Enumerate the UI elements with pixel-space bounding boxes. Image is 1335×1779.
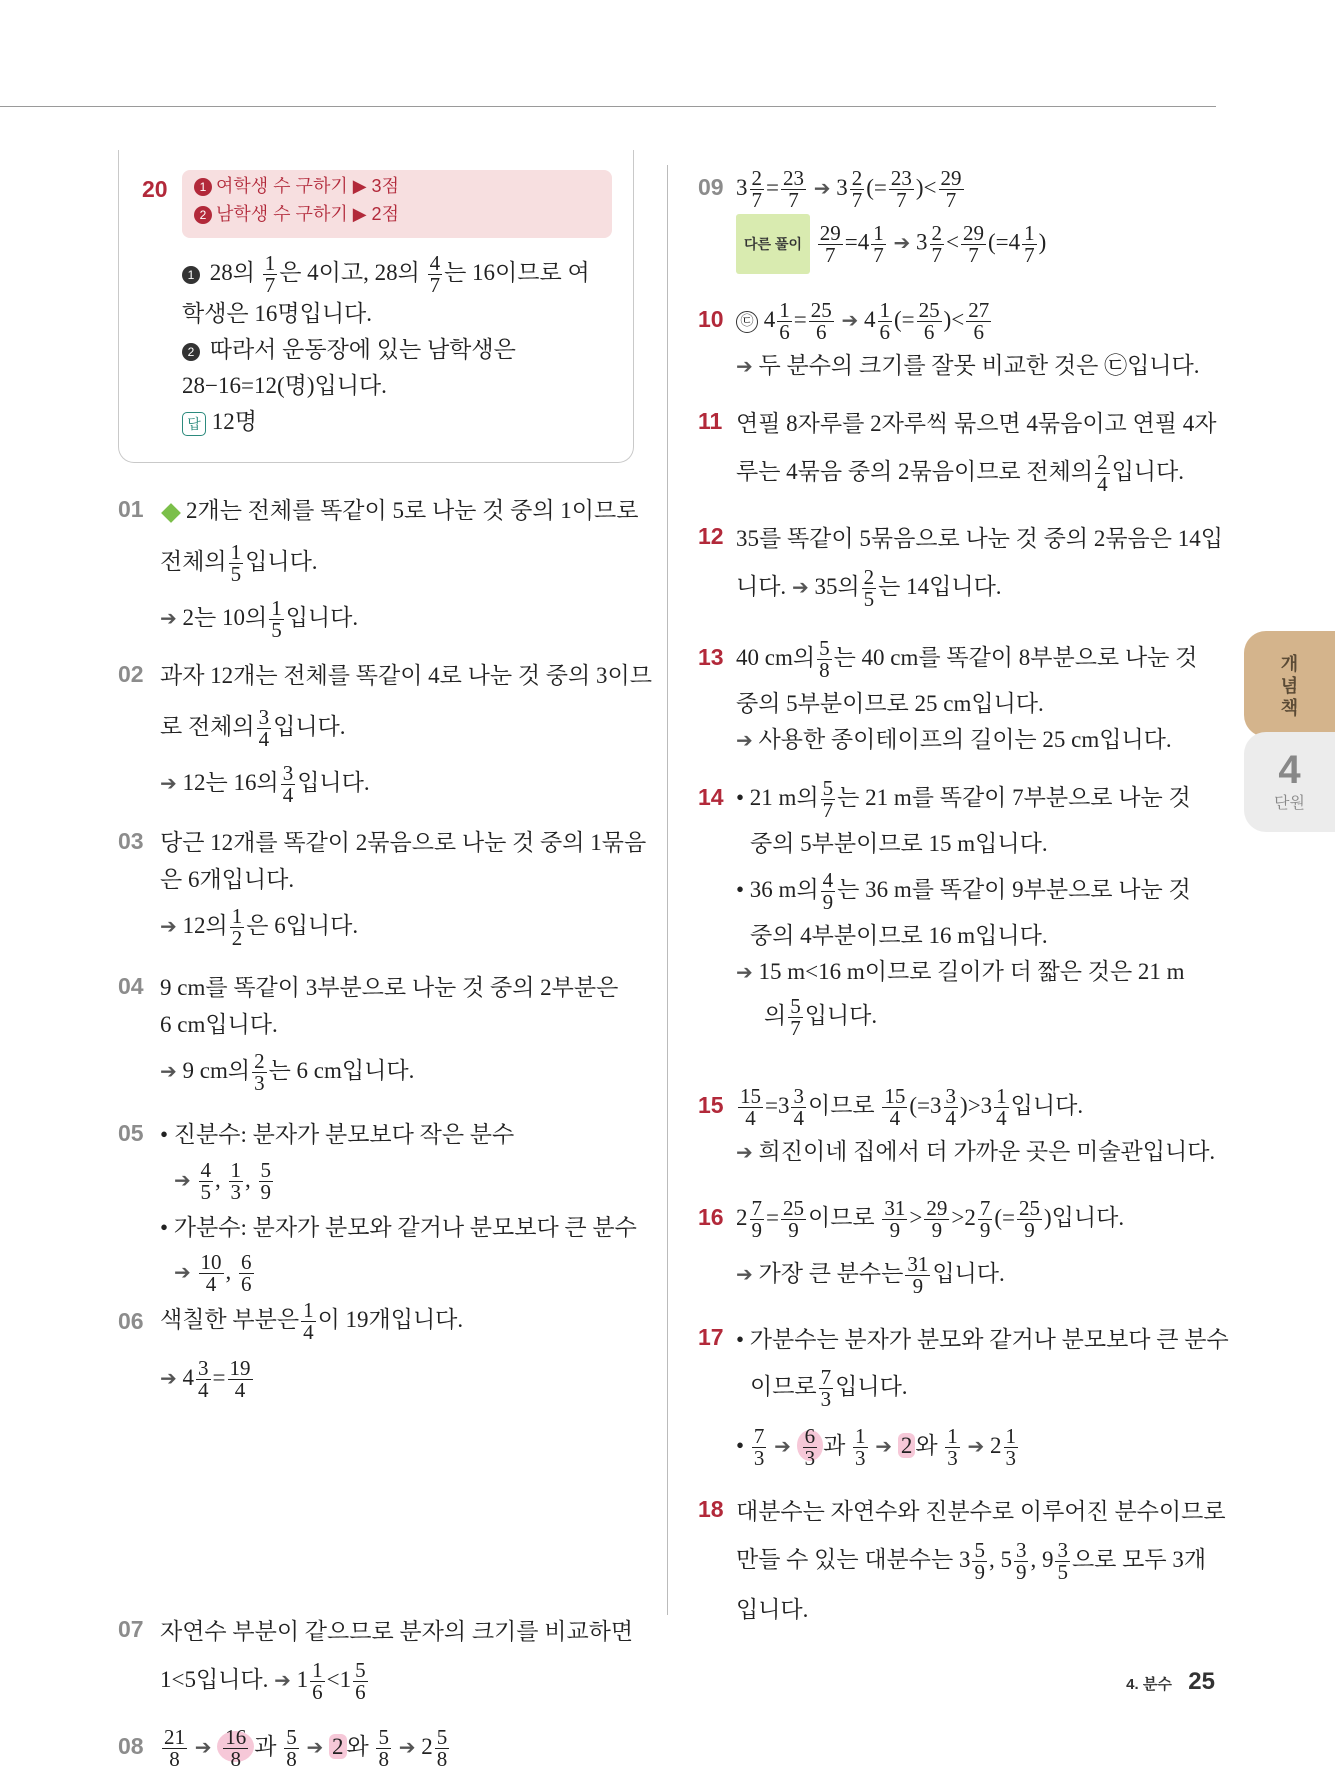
question-03 <box>118 820 647 954</box>
q05-number: 05 <box>118 1120 144 1146</box>
fraction: $\frac{25}{9}$ <box>1019 1196 1040 1243</box>
q17-l2b: 입니다. <box>835 1374 908 1399</box>
q14-l1b: 는 21 m를 똑같이 7부분으로 나눈 것 <box>837 785 1191 810</box>
q07-l2: 1<5입니다. <box>160 1667 269 1692</box>
fraction: $\frac{16}{8}$ <box>225 1725 247 1772</box>
fraction: $\frac{23}{7}$ <box>890 166 912 213</box>
q14-l6b: 입니다. <box>804 1003 878 1028</box>
arrow-icon: ➔ <box>160 771 177 795</box>
arrow-icon: ➔ <box>174 1260 191 1284</box>
q04-l3b: 는 6 cm입니다. <box>268 1058 415 1083</box>
q05-l1: • 진분수: 분자가 분모보다 작은 분수 <box>160 1122 515 1147</box>
q02-number: 02 <box>118 661 144 687</box>
fraction: $\frac{3}{4}$ <box>793 1084 804 1131</box>
q01-number: 01 <box>118 496 144 522</box>
fraction: $\frac{1}{3}$ <box>947 1424 958 1471</box>
q14-l5: 15 m<16 m이므로 길이가 더 짧은 것은 21 m <box>758 959 1185 984</box>
q14-l1a: • 21 m의 <box>736 785 819 810</box>
q02-l2b: 입니다. <box>273 714 346 739</box>
fraction: $\frac{3}{4}$ <box>198 1356 209 1403</box>
fraction: $\frac{1}{6}$ <box>779 298 790 345</box>
arrow-icon: ➔ <box>813 176 831 200</box>
fraction: $\frac{1}{3}$ <box>855 1424 866 1471</box>
q20-criteria <box>182 170 612 238</box>
fraction: $\frac{1}{7}$ <box>873 220 884 267</box>
fraction: $\frac{3}{4}$ <box>282 761 294 808</box>
arrow-icon: ➔ <box>791 575 809 599</box>
question-10: 10 ㉢ 4 $\frac{1}{6}$ = $\frac{25}{6}$ ➔ 4 $\frac{1}{6}$ (= $\frac{25}{6}$ )< $\frac{27}{6}$ ➔ 두 분수의 크기를 잘못 비교한 것은 ㉢입니다. <box>698 298 1200 378</box>
question-13 <box>698 630 1218 758</box>
side-tab-concept-book[interactable] <box>1244 631 1335 737</box>
q07-l1: 자연수 부분이 같으므로 분자의 크기를 비교하면 <box>160 1619 634 1644</box>
fraction: $\frac{10}{4}$ <box>200 1250 222 1297</box>
q08-t3: 와 <box>346 1734 369 1759</box>
fraction: $\frac{1}{5}$ <box>271 596 282 643</box>
fraction: $\frac{5}{9}$ <box>974 1538 985 1585</box>
fraction: $\frac{6}{6}$ <box>241 1250 252 1297</box>
q16-t2: 입니다. <box>1051 1205 1125 1230</box>
q11-l2b: 입니다. <box>1111 459 1184 484</box>
question-04 <box>118 965 638 1099</box>
fraction: $\frac{1}{6}$ <box>312 1658 323 1705</box>
q18-l3: 입니다. <box>736 1597 809 1622</box>
fraction: $\frac{3}{5}$ <box>1057 1538 1068 1585</box>
fraction: $\frac{4}{9}$ <box>822 868 834 915</box>
q02-l2a: 로 전체의 <box>160 714 255 739</box>
question-11 <box>698 402 1218 500</box>
q18-number: 18 <box>698 1496 724 1522</box>
question-18: 18 대분수는 자연수와 진분수로 이루어진 분수이므로 만들 수 있는 대분수는 3 $\frac{5}{9}$ , 5 $\frac{3}{9}$ , 9 $\frac{3}{5}$ 으로 모두 3개 입니다. <box>698 1490 1218 1628</box>
q09-number: 09 <box>698 174 724 200</box>
question-12 <box>698 517 1223 615</box>
fraction: $\frac{5}{7}$ <box>822 776 834 823</box>
q10-l2: 두 분수의 크기를 잘못 비교한 것은 ㉢입니다. <box>758 353 1200 378</box>
q03-number: 03 <box>118 828 144 854</box>
fraction: $\frac{3}{4}$ <box>945 1084 957 1131</box>
fraction: $\frac{23}{7}$ <box>782 166 804 213</box>
fraction: $\frac{4}{5}$ <box>200 1158 212 1205</box>
q14-l3a: • 36 m의 <box>736 877 819 902</box>
q14-l2: 중의 5부분이므로 15 m입니다. <box>750 831 1048 856</box>
side-tab-2-number: 4 <box>1278 748 1301 792</box>
q17-l2a: 이므로 <box>750 1374 817 1399</box>
q15-t1: 이므로 <box>807 1093 875 1118</box>
arrow-icon: ➔ <box>160 1366 177 1390</box>
q20-l1c: 는 16이므로 여 <box>444 260 590 285</box>
arrow-icon: ➔ <box>893 230 911 255</box>
question-07: 07 자연수 부분이 같으므로 분자의 크기를 비교하면 1<5입니다. ➔ 1 $\frac{1}{6}$ <1 $\frac{5}{6}$ <box>118 1610 638 1708</box>
diamond-icon <box>161 503 181 523</box>
fraction: $\frac{5}{6}$ <box>355 1658 366 1705</box>
q15-t2: 입니다. <box>1010 1093 1084 1118</box>
q04-l2: 6 cm입니다. <box>160 1012 278 1037</box>
arrow-icon: ➔ <box>194 1735 212 1759</box>
fraction: $\frac{31}{9}$ <box>907 1252 929 1299</box>
fraction: $\frac{5}{7}$ <box>790 994 801 1041</box>
fraction: $\frac{5}{8}$ <box>286 1725 297 1772</box>
fraction: $\frac{5}{9}$ <box>260 1158 272 1205</box>
question-05: 05 • 진분수: 분자가 분모보다 작은 분수 ➔ $\frac{4}{5}$ , $\frac{1}{3}$ , $\frac{5}{9}$ • 가분수: 분자가 분모와 같거나 분모보다 큰 분수 ➔ $\frac{10}{4}$ , $\frac{6}{6}$ <box>118 1112 638 1298</box>
side-tab-2-label: 단원 <box>1274 795 1305 812</box>
q08-number: 08 <box>118 1733 144 1759</box>
page-footer <box>1126 1668 1215 1696</box>
q12-l2a: 니다. <box>736 574 787 599</box>
fraction: $\frac{2}{7}$ <box>851 166 863 213</box>
fraction: $\frac{2}{5}$ <box>863 565 875 612</box>
arrow-icon: ➔ <box>875 1434 893 1458</box>
q08-highlight-2: 2 <box>329 1734 347 1759</box>
q01-l2b: 입니다. <box>245 549 318 574</box>
q15-number: 15 <box>698 1092 724 1118</box>
fraction: $\frac{1}{6}$ <box>879 298 890 345</box>
arrow-icon: ➔ <box>306 1735 324 1759</box>
q20-l1a: 28의 <box>209 260 255 285</box>
chapter-label: 4. 분수 <box>1126 1676 1172 1693</box>
q03-l3a: 12의 <box>182 913 228 938</box>
q02-l3a: 12는 16의 <box>182 770 279 795</box>
page-number: 25 <box>1188 1668 1215 1695</box>
q11-number: 11 <box>698 408 723 434</box>
q16-t1: 이므로 <box>807 1205 875 1230</box>
q08-t1: 과 <box>254 1734 277 1759</box>
q10-number: 10 <box>698 306 724 332</box>
arrow-icon: ➔ <box>174 1168 191 1192</box>
q03-l3b: 은 6입니다. <box>246 913 359 938</box>
arrow-icon: ➔ <box>736 1140 753 1164</box>
q12-l1: 35를 똑같이 5묶음으로 나눈 것 중의 2묶음은 14입 <box>736 526 1223 551</box>
fraction: $\frac{1}{2}$ <box>231 904 243 951</box>
q13-number: 13 <box>698 644 724 670</box>
arrow-icon: ➔ <box>841 308 859 332</box>
q06-l1b: 이 19개입니다. <box>317 1307 464 1332</box>
q06-l1a: 색칠한 부분은 <box>160 1307 300 1332</box>
alt-solution-tag: 다른 풀이 <box>736 214 810 274</box>
q06-number: 06 <box>118 1308 144 1334</box>
q13-l2: 중의 5부분이므로 25 cm입니다. <box>736 691 1044 716</box>
fraction: $\frac{7}{9}$ <box>751 1196 762 1243</box>
q15-l2: 희진이네 집에서 더 가까운 곳은 미술관입니다. <box>758 1139 1216 1164</box>
column-divider <box>667 165 668 1615</box>
fraction: $\frac{31}{9}$ <box>884 1196 906 1243</box>
arrow-icon: ➔ <box>160 1059 177 1083</box>
q18-l1: 대분수는 자연수와 진분수로 이루어진 분수이므로 <box>736 1499 1226 1524</box>
fraction: $\frac{2}{7}$ <box>751 166 762 213</box>
fraction: $\frac{1}{3}$ <box>230 1158 242 1205</box>
fraction: $\frac{29}{7}$ <box>962 220 984 267</box>
q12-number: 12 <box>698 523 724 549</box>
q16-l2a: 가장 큰 분수는 <box>758 1261 904 1286</box>
q14-l4: 중의 4부분이므로 16 m입니다. <box>750 923 1048 948</box>
q10-letter: ㉢ <box>736 311 758 333</box>
arrow-icon: ➔ <box>736 1262 753 1286</box>
fraction: $\frac{5}{8}$ <box>378 1725 389 1772</box>
q20-l3: 따라서 운동장에 있는 남학생은 <box>209 337 516 362</box>
q01-l3a: 2는 10의 <box>182 605 268 630</box>
q17-l1: • 가분수는 분자가 분모와 같거나 분모보다 큰 분수 <box>736 1327 1229 1352</box>
q03-l2: 은 6개입니다. <box>160 867 295 892</box>
q17-highlight-2: 2 <box>898 1433 916 1458</box>
fraction: $\frac{7}{3}$ <box>753 1424 765 1471</box>
q04-l1: 9 cm를 똑같이 3부분으로 나눈 것 중의 2부분은 <box>160 975 619 1000</box>
q17-t1: 과 <box>823 1433 846 1458</box>
arrow-icon: ➔ <box>160 914 177 938</box>
arrow-icon: ➔ <box>274 1668 291 1692</box>
fraction: $\frac{7}{3}$ <box>820 1365 832 1412</box>
q16-number: 16 <box>698 1204 724 1230</box>
question-17: 17 • 가분수는 분자가 분모와 같거나 분모보다 큰 분수 이므로 $\frac{7}{3}$ 입니다. • $\frac{7}{3}$ ➔ $\frac{6}{3}$ 과 $\frac{1}{3}$ ➔ 2 와 $\frac{1}{3}$ ➔ 2 $\frac{1}{3}$ <box>698 1318 1218 1478</box>
question-14 <box>698 770 1218 1042</box>
fraction: $\frac{2}{3}$ <box>254 1049 265 1096</box>
fraction: $\frac{7}{9}$ <box>979 1196 991 1243</box>
question-15: 15 $\frac{15}{4}$ =3 $\frac{3}{4}$ 이므로 $\frac{15}{4}$ (=3 $\frac{3}{4}$ )>3 $\frac{1}{4}$ 입니다. ➔ 희진이네 집에서 더 가까운 곳은 미술관입니다. <box>698 1084 1216 1164</box>
highlight <box>217 1725 254 1772</box>
q14-l6a: 의 <box>764 1003 787 1028</box>
q03-l1: 당근 12개를 똑같이 2묶음으로 나눈 것 중의 1묶음 <box>160 830 647 855</box>
q20-l1b: 은 4이고, 28의 <box>279 260 420 285</box>
fraction: $\frac{29}{7}$ <box>819 220 841 267</box>
q20-l4: 28−16=12(명)입니다. <box>182 373 387 398</box>
question-09: 09 3 $\frac{2}{7}$ = $\frac{23}{7}$ ➔ 3 $\frac{2}{7}$ (= $\frac{23}{7}$ )< $\frac{29}{7}$ 다른 풀이 $\frac{29}{7}$ =4 $\frac{1}{7}$ ➔ 3 $\frac{2}{7}$ < $\frac{29}{7}$ (=4 $\frac{1}{7}$ ) <box>698 162 1218 270</box>
arrow-icon: ➔ <box>774 1434 791 1458</box>
fraction: $\frac{29}{9}$ <box>926 1196 948 1243</box>
fraction: $\frac{25}{9}$ <box>782 1196 804 1243</box>
fraction: $\frac{25}{6}$ <box>918 298 940 345</box>
q20-answer: 12명 <box>211 409 257 434</box>
question-08: 08 $\frac{21}{8}$ ➔ $\frac{16}{8}$ 과 $\frac{5}{8}$ ➔ 2 와 $\frac{5}{8}$ ➔ 2 $\frac{5}{8}$ <box>118 1725 448 1772</box>
step-2-icon: 2 <box>182 343 200 361</box>
fraction: $\frac{3}{4}$ <box>258 705 270 752</box>
header-rule <box>0 106 1216 107</box>
q20-number: 20 <box>142 176 168 202</box>
question-01 <box>118 488 638 646</box>
q18-l2b: 으로 모두 3개 <box>1071 1547 1207 1572</box>
side-tab-1-label: 개념책 <box>1280 654 1299 718</box>
q01-l2a: 전체의 <box>160 549 227 574</box>
arrow-icon: ➔ <box>736 960 753 984</box>
criteria-1-icon: 1 <box>194 178 212 196</box>
q05-l3: • 가분수: 분자가 분모와 같거나 분모보다 큰 분수 <box>160 1215 637 1240</box>
q17-number: 17 <box>698 1324 724 1350</box>
q04-number: 04 <box>118 973 144 999</box>
q01-l3b: 입니다. <box>285 605 359 630</box>
fraction: $\frac{15}{4}$ <box>740 1084 761 1131</box>
fraction: $\frac{29}{7}$ <box>940 166 962 213</box>
fraction: $\frac{5}{8}$ <box>819 636 830 683</box>
question-02 <box>118 653 652 811</box>
side-tab-unit[interactable] <box>1244 732 1335 832</box>
question-20 <box>118 150 638 465</box>
arrow-icon: ➔ <box>736 728 753 752</box>
answer-icon: 답 <box>182 412 206 436</box>
fraction: $\frac{1}{7}$ <box>1024 220 1035 267</box>
arrow-icon: ➔ <box>398 1735 416 1759</box>
criteria-2-icon: 2 <box>194 206 212 224</box>
q14-number: 14 <box>698 784 724 810</box>
q12-l2b: 35의 <box>814 574 860 599</box>
fraction: $\frac{2}{4}$ <box>1097 450 1108 497</box>
fraction: $\frac{21}{8}$ <box>164 1725 185 1772</box>
fraction: $\frac{27}{6}$ <box>968 298 990 345</box>
fraction: $\frac{3}{9}$ <box>1015 1538 1027 1585</box>
fraction: $\frac{25}{6}$ <box>810 298 832 345</box>
fraction: $\frac{19}{4}$ <box>229 1356 251 1403</box>
arrow-icon: ➔ <box>967 1434 985 1458</box>
fraction: $\frac{1}{4}$ <box>303 1298 314 1345</box>
fraction: $\frac{1}{7}$ <box>264 251 276 298</box>
criteria-2: 남학생 수 구하기 ▶ 2점 <box>216 204 399 224</box>
q04-l3a: 9 cm의 <box>182 1058 251 1083</box>
question-06: 06 색칠한 부분은 $\frac{1}{4}$ 이 19개입니다. ➔ 4 $\frac{3}{4}$ = $\frac{19}{4}$ <box>118 1298 464 1403</box>
q11-l2a: 루는 4묶음 중의 2묶음이므로 전체의 <box>736 459 1094 484</box>
q13-l1b: 는 40 cm를 똑같이 8부분으로 나눈 것 <box>833 645 1198 670</box>
fraction: $\frac{1}{3}$ <box>1005 1424 1017 1471</box>
q13-l1a: 40 cm의 <box>736 645 816 670</box>
fraction: $\frac{1}{4}$ <box>996 1084 1007 1131</box>
fraction: $\frac{1}{5}$ <box>230 540 242 587</box>
q20-l2: 학생은 16명입니다. <box>182 301 373 326</box>
fraction: $\frac{5}{8}$ <box>436 1725 448 1772</box>
arrow-icon: ➔ <box>736 354 753 378</box>
q18-l2a: 만들 수 있는 대분수는 <box>736 1547 954 1572</box>
q02-l3b: 입니다. <box>297 770 370 795</box>
highlight <box>797 1424 824 1471</box>
q07-number: 07 <box>118 1616 144 1642</box>
criteria-1: 여학생 수 구하기 ▶ 3점 <box>216 176 399 196</box>
q12-l2c: 는 14입니다. <box>878 574 1002 599</box>
fraction: $\frac{15}{4}$ <box>884 1084 906 1131</box>
q16-l2b: 입니다. <box>932 1261 1005 1286</box>
q20-body <box>182 250 642 440</box>
fraction: $\frac{6}{3}$ <box>804 1424 816 1471</box>
q11-l1: 연필 8자루를 2자루씩 묶으면 4묶음이고 연필 4자 <box>736 411 1217 436</box>
fraction: $\frac{4}{7}$ <box>429 251 441 298</box>
fraction: $\frac{2}{7}$ <box>931 220 942 267</box>
q02-l1: 과자 12개는 전체를 똑같이 4로 나눈 것 중의 3이므 <box>160 663 652 688</box>
arrow-icon: ➔ <box>160 606 177 630</box>
q01-l1: 2개는 전체를 똑같이 5로 나눈 것 중의 1이므로 <box>186 498 639 523</box>
q14-l3b: 는 36 m를 똑같이 9부분으로 나눈 것 <box>837 877 1191 902</box>
question-16: 16 2 $\frac{7}{9}$ = $\frac{25}{9}$ 이므로 $\frac{31}{9}$ > $\frac{29}{9}$ >2 $\frac{7}{9}$ (= $\frac{25}{9}$ )입니다. ➔ 가장 큰 분수는 $\frac{31}{9}$ 입니다. <box>698 1196 1125 1299</box>
q13-l3: 사용한 종이테이프의 길이는 25 cm입니다. <box>758 727 1172 752</box>
step-1-icon: 1 <box>182 266 200 284</box>
q17-t3: 와 <box>915 1433 938 1458</box>
